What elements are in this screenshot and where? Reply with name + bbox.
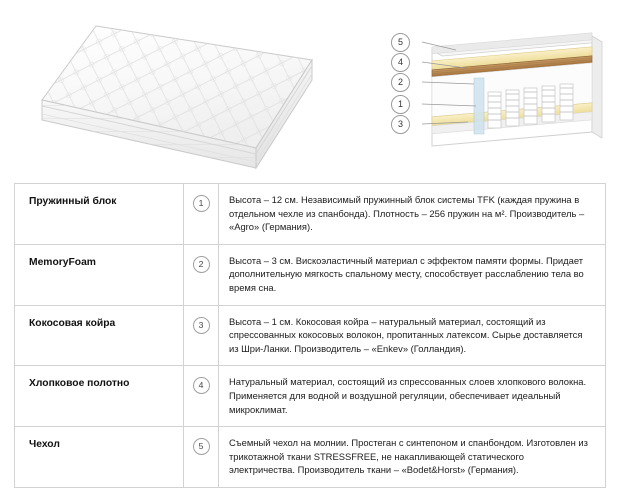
table-row	[15, 305, 606, 366]
table-row	[15, 366, 606, 427]
callout-2: 2	[391, 73, 410, 92]
layer-name: MemoryFoam	[15, 244, 184, 305]
illustration-area	[0, 0, 620, 180]
number-bubble: 5	[193, 438, 210, 455]
layer-description: Натуральный материал, состоящий из спрессованных слоев хлопкового волокна. Применяется для водной и воздушной регуляции, обеспечивает идеальный микроклимат.	[219, 366, 606, 427]
layer-number	[184, 366, 219, 427]
layer-description: Высота – 3 см. Вискоэластичный материал с эффектом памяти формы. Придает дополнительную мягкость спальному месту, способствует расслаблению тела во время сна.	[219, 244, 606, 305]
table-row	[15, 244, 606, 305]
layer-name: Чехол	[15, 427, 184, 488]
cutaway-svg	[396, 20, 606, 160]
mattress-illustration	[34, 8, 334, 176]
layer-number	[184, 427, 219, 488]
layer-description: Высота – 12 см. Независимый пружинный блок системы TFK (каждая пружина в отдельном чехле из спанбонда). Плотность – 256 пружин на м². Производитель – «Agro» (Германия).	[219, 184, 606, 245]
number-bubble: 3	[193, 317, 210, 334]
layer-number	[184, 184, 219, 245]
callout-4: 4	[391, 53, 410, 72]
number-bubble: 2	[193, 256, 210, 273]
number-bubble: 4	[193, 377, 210, 394]
layer-name: Хлопковое полотно	[15, 366, 184, 427]
table-row	[15, 184, 606, 245]
callout-3: 3	[391, 115, 410, 134]
layer-number	[184, 305, 219, 366]
cutaway-illustration	[396, 20, 606, 160]
table-row	[15, 427, 606, 488]
layer-name: Пружинный блок	[15, 184, 184, 245]
layer-name: Кокосовая койра	[15, 305, 184, 366]
number-bubble: 1	[193, 195, 210, 212]
layer-number	[184, 244, 219, 305]
layer-description: Съемный чехол на молнии. Простеган с синтепоном и спанбондом. Изготовлен из трикотажной ткани STRESSFREE, не накапливающей статического электричества. Производитель ткани – «Bodet&Horst» (Германия).	[219, 427, 606, 488]
callout-1: 1	[391, 95, 410, 114]
layer-description: Высота – 1 см. Кокосовая койра – натуральный материал, состоящий из спрессованных кокосовых волокон, пропитанных латексом. Сырье доставляется из Шри-Ланки. Производитель – «Enkev» (Голландия).	[219, 305, 606, 366]
callout-5: 5	[391, 33, 410, 52]
specification-table	[14, 183, 606, 488]
mattress-svg	[34, 8, 334, 176]
